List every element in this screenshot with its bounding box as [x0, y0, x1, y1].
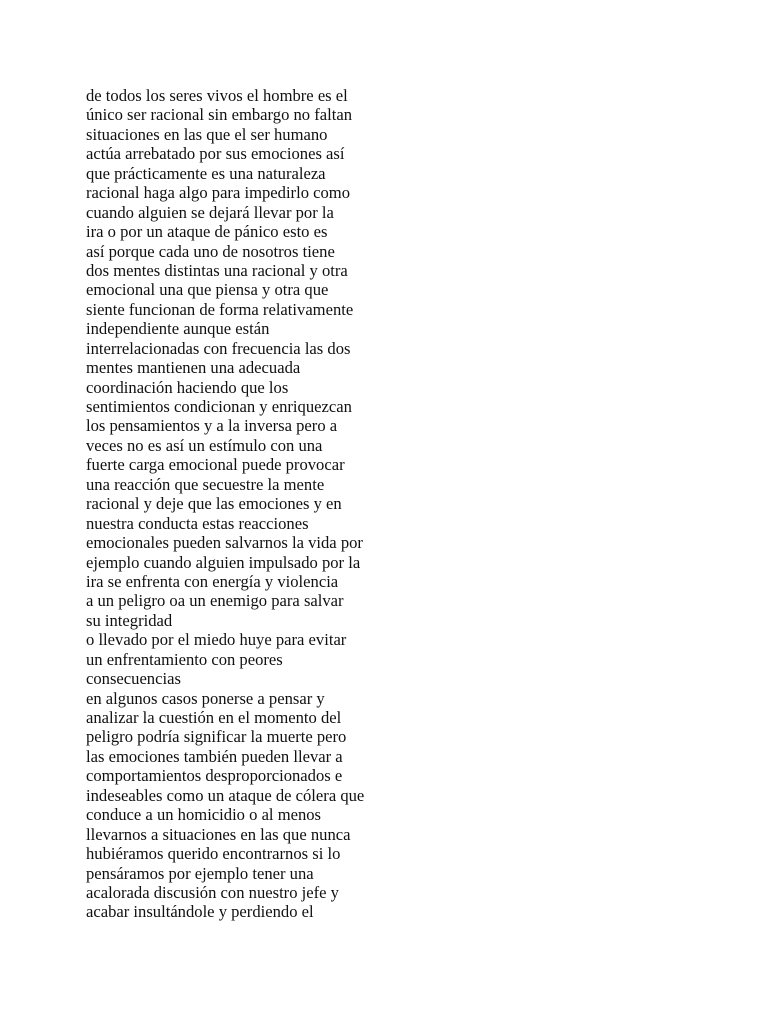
text-line: su integridad [86, 610, 173, 630]
text-line: que prácticamente es una naturaleza [86, 163, 326, 183]
text-line: pensáramos por ejemplo tener una [86, 863, 314, 883]
text-line: llevarnos a situaciones en las que nunca [86, 824, 351, 844]
text-line: actúa arrebatado por sus emociones así [86, 144, 345, 164]
text-line: ira se enfrenta con energía y violencia [86, 571, 339, 591]
text-line: emocional una que piensa y otra que [86, 280, 329, 300]
text-line: hubiéramos querido encontrarnos si lo [86, 844, 341, 864]
text-line: nuestra conducta estas reacciones [86, 513, 309, 533]
text-line: las emociones también pueden llevar a [86, 746, 343, 766]
text-line: una reacción que secuestre la mente [86, 474, 325, 494]
text-line: racional y deje que las emociones y en [86, 494, 342, 514]
text-line: indeseables como un ataque de cólera que [86, 785, 365, 805]
text-line: cuando alguien se dejará llevar por la [86, 202, 334, 222]
text-line: veces no es así un estímulo con una [86, 435, 323, 455]
text-line: fuerte carga emocional puede provocar [86, 455, 345, 475]
text-line: mentes mantienen una adecuada [86, 358, 301, 378]
text-line: ejemplo cuando alguien impulsado por la [86, 552, 361, 572]
text-line: analizar la cuestión en el momento del [86, 708, 342, 727]
text-line: acalorada discusión con nuestro jefe y [86, 882, 339, 902]
text-line: así porque cada uno de nosotros tiene [86, 241, 335, 261]
text-line: dos mentes distintas una racional y otra [86, 260, 348, 280]
text-line: comportamientos desproporcionados e [86, 766, 343, 786]
text-line: racional haga algo para impedirlo como [86, 183, 351, 203]
text-line: acabar insultándole y perdiendo el [86, 902, 314, 922]
text-line: un enfrentamiento con peores [86, 649, 283, 669]
text-line: sentimientos condicionan y enriquezcan [86, 397, 352, 416]
text-line: situaciones en las que el ser humano [86, 124, 328, 144]
text-line: o llevado por el miedo huye para evitar [86, 630, 347, 650]
text-line: a un peligro oa un enemigo para salvar [86, 591, 344, 611]
text-line: ira o por un ataque de pánico esto es [86, 222, 328, 242]
text-line: coordinación haciendo que los [86, 377, 289, 397]
text-line: en algunos casos ponerse a pensar y [86, 688, 325, 708]
text-line: independiente aunque están [86, 319, 270, 339]
text-line: interrelacionadas con frecuencia las dos [86, 338, 351, 358]
text-line: único ser racional sin embargo no faltan [86, 105, 353, 125]
text-line: peligro podría significar la muerte pero [86, 727, 347, 747]
text-line: consecuencias [86, 669, 181, 689]
text-line: siente funcionan de forma relativamente [86, 299, 354, 319]
text-line: conduce a un homicidio o al menos [86, 805, 322, 825]
body-text [86, 86, 406, 922]
text-line: emocionales pueden salvarnos la vida por [86, 533, 363, 553]
text-line: los pensamientos y a la inversa pero a [86, 416, 338, 436]
text-line: de todos los seres vivos el hombre es el [86, 86, 348, 105]
